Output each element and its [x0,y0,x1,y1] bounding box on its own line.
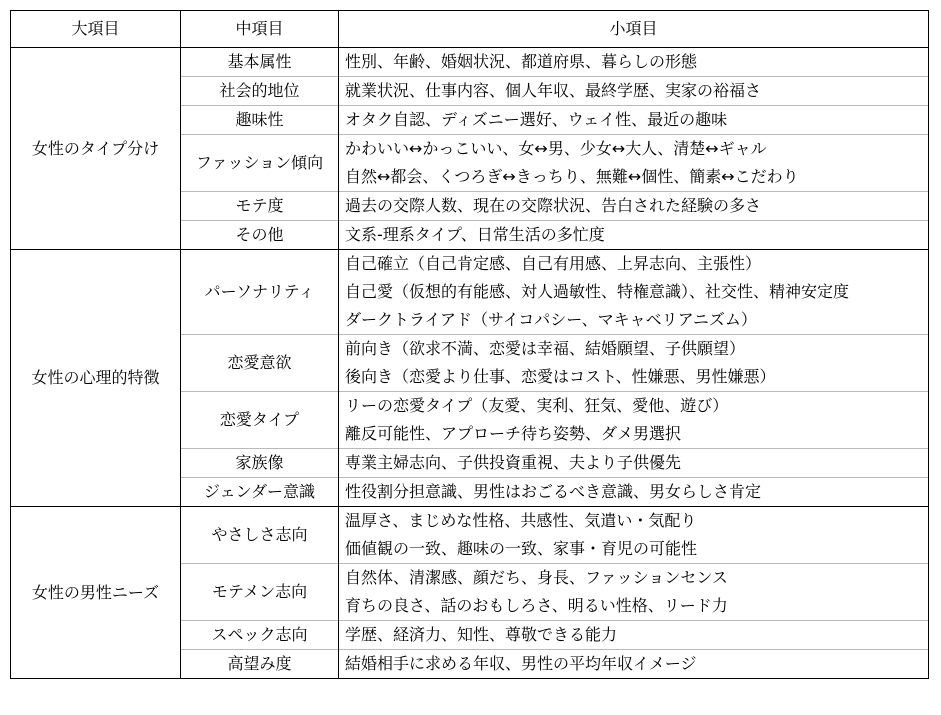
sub-item-text: 自然体、清潔感、顔だち、身長、ファッションセンス [345,568,728,587]
sub-category-cell [339,250,929,335]
sub-category-cell [339,507,929,564]
sub-item-text: 就業状況、仕事内容、個人年収、最終学歴、実家の裕福さ [345,81,762,100]
sub-item-text: 過去の交際人数、現在の交際状況、告白された経験の多さ [345,196,762,215]
sub-category-cell [339,335,929,392]
sub-category-cell [339,221,929,250]
sub-category-cell [339,478,929,507]
sub-item-text: 前向き（欲求不満、恋愛は幸福、結婚願望、子供願望） [345,339,746,358]
middle-category-cell: 趣味性 [181,106,339,135]
header-row [11,11,929,48]
sub-item-text: かわいい↔かっこいい、女↔男、少女↔大人、清楚↔ギャル [345,139,767,158]
header-middle-category: 中項目 [181,11,339,48]
table-body [11,48,929,679]
sub-item-text: 自己確立（自己肯定感、自己有用感、上昇志向、主張性） [345,254,762,273]
sub-item-text: 自己愛（仮想的有能感、対人過敏性、特権意識）、社交性、精神安定度 [345,282,850,301]
table-row [11,507,929,564]
sub-item-text: 後向き（恋愛より仕事、恋愛はコスト、性嫌悪、男性嫌悪） [345,367,776,386]
survey-items-table [10,10,929,679]
major-category-cell: 女性のタイプ分け [11,48,181,250]
sub-category-cell [339,564,929,621]
middle-category-cell: スペック志向 [181,621,339,650]
middle-category-cell: 恋愛タイプ [181,392,339,449]
sub-category-cell [339,392,929,449]
sub-item-text: 結婚相手に求める年収、男性の平均年収イメージ [345,654,697,673]
header-sub-category: 小項目 [339,11,929,48]
sub-item-text: 性役割分担意識、男性はおごるべき意識、男女らしさ肯定 [345,482,762,501]
sub-category-cell [339,106,929,135]
sub-category-cell [339,48,929,77]
major-category-cell: 女性の心理的特徴 [11,250,181,507]
sub-item-text: ダークトライアド（サイコパシー、マキャベリアニズム） [345,310,757,329]
sub-item-text: 自然↔都会、くつろぎ↔きっちり、無難↔個性、簡素↔こだわり [345,167,799,186]
sub-item-text: 離反可能性、アプローチ待ち姿勢、ダメ男選択 [345,424,682,443]
sub-item-text: 学歴、経済力、知性、尊敬できる能力 [345,625,618,644]
middle-category-cell: 高望み度 [181,650,339,679]
header-major-category: 大項目 [11,11,181,48]
sub-item-text: 価値観の一致、趣味の一致、家事・育児の可能性 [345,539,698,558]
middle-category-cell: 家族像 [181,449,339,478]
middle-category-cell: ジェンダー意識 [181,478,339,507]
sub-item-text: リーの恋愛タイプ（友愛、実利、狂気、愛他、遊び） [345,396,729,415]
sub-item-text: 温厚さ、まじめな性格、共感性、気遣い・気配り [345,511,697,530]
middle-category-cell: 社会的地位 [181,77,339,106]
table-row [11,48,929,77]
sub-item-text: オタク自認、ディズニー選好、ウェイ性、最近の趣味 [345,110,728,129]
middle-category-cell: その他 [181,221,339,250]
middle-category-cell: 恋愛意欲 [181,335,339,392]
sub-category-cell [339,449,929,478]
sub-category-cell [339,135,929,192]
table-row [11,250,929,335]
sub-category-cell [339,650,929,679]
sub-item-text: 専業主婦志向、子供投資重視、夫より子供優先 [345,453,682,472]
middle-category-cell: やさしさ志向 [181,507,339,564]
sub-category-cell [339,192,929,221]
middle-category-cell: モテメン志向 [181,564,339,621]
middle-category-cell: パーソナリティ [181,250,339,335]
sub-category-cell [339,621,929,650]
table-container [10,10,929,679]
sub-item-text: 性別、年齢、婚姻状況、都道府県、暮らしの形態 [345,52,698,71]
sub-category-cell [339,77,929,106]
major-category-cell: 女性の男性ニーズ [11,507,181,679]
middle-category-cell: 基本属性 [181,48,339,77]
middle-category-cell: ファッション傾向 [181,135,339,192]
middle-category-cell: モテ度 [181,192,339,221]
sub-item-text: 文系-理系タイプ、日常生活の多忙度 [345,225,605,244]
sub-item-text: 育ちの良さ、話のおもしろさ、明るい性格、リード力 [345,596,728,615]
